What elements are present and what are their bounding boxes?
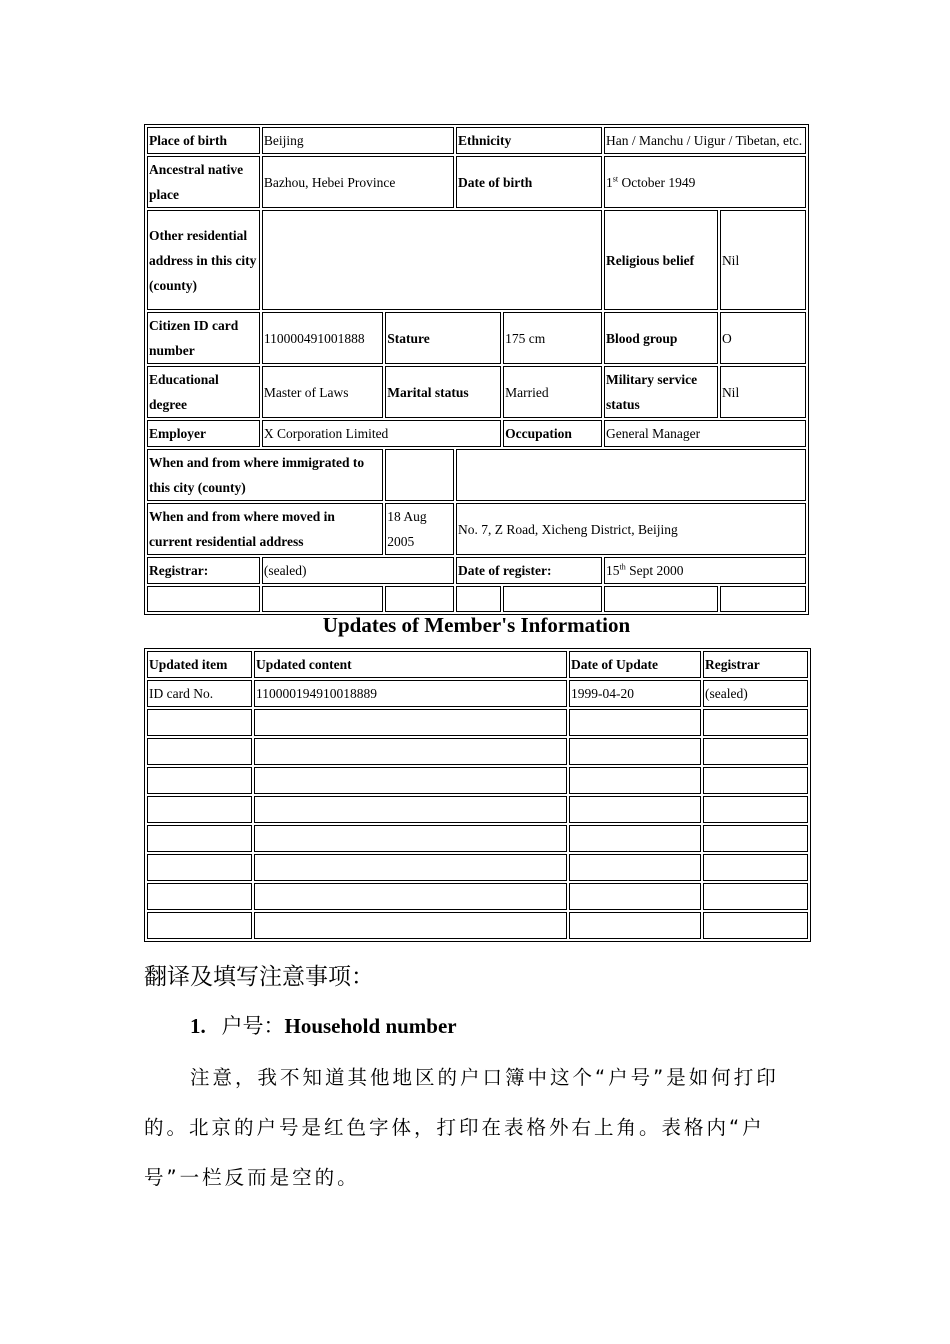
- dob-suffix: st: [612, 174, 619, 183]
- cell-date-of-update: [569, 767, 701, 794]
- cell-registrar: [703, 854, 808, 881]
- cell-updated-content: [254, 883, 567, 910]
- cell-date-of-update: 1999-04-20: [569, 680, 701, 707]
- dob-label: Date of birth: [456, 156, 602, 208]
- education-label: Educational degree: [147, 366, 260, 418]
- immigrated-where: [456, 449, 806, 501]
- cell-registrar: [703, 825, 808, 852]
- date-register-value: [604, 557, 806, 584]
- occupation-label: Occupation: [503, 420, 602, 447]
- header-updated-item: Updated item: [147, 651, 252, 678]
- cell-registrar: [703, 738, 808, 765]
- blood-group-label: Blood group: [604, 312, 718, 364]
- moved-in-when: 18 Aug 2005: [385, 503, 454, 555]
- education-value: Master of Laws: [262, 366, 383, 418]
- cell-date-of-update: [569, 912, 701, 939]
- header-registrar: Registrar: [703, 651, 808, 678]
- row-id-stature-blood: [147, 312, 806, 364]
- resident-info-table: [144, 124, 809, 615]
- updates-row: [147, 709, 808, 736]
- cell-registrar: [703, 767, 808, 794]
- religion-label: Religious belief: [604, 210, 718, 310]
- cell-date-of-update: [569, 883, 701, 910]
- cell-date-of-update: [569, 709, 701, 736]
- cell-updated-content: [254, 912, 567, 939]
- registrar-label: Registrar:: [147, 557, 260, 584]
- blank-cell: [720, 586, 806, 612]
- date-register-day: 15: [606, 563, 620, 578]
- id-card-value: 110000491001888: [262, 312, 383, 364]
- row-immigrated: [147, 449, 806, 501]
- marital-label: Marital status: [385, 366, 501, 418]
- row-blank: [147, 586, 806, 612]
- blank-cell: [147, 586, 260, 612]
- ethnicity-label: Ethnicity: [456, 127, 602, 154]
- dob-day: 1: [606, 174, 613, 190]
- cell-date-of-update: [569, 825, 701, 852]
- cell-updated-content: [254, 825, 567, 852]
- cell-registrar: (sealed): [703, 680, 808, 707]
- employer-value: X Corporation Limited: [262, 420, 501, 447]
- cell-updated-content: [254, 709, 567, 736]
- immigrated-when: [385, 449, 454, 501]
- updates-table: [144, 648, 811, 942]
- cell-registrar: [703, 796, 808, 823]
- cell-updated-content: [254, 796, 567, 823]
- updates-title: Updates of Member's Information: [322, 613, 631, 637]
- dob-value: [604, 156, 806, 208]
- cell-updated-content: [254, 767, 567, 794]
- updates-row: [147, 912, 808, 939]
- marital-value: Married: [503, 366, 602, 418]
- cell-updated-item: [147, 912, 252, 939]
- place-of-birth-value: Beijing: [262, 127, 454, 154]
- row-other-address: [147, 210, 806, 310]
- notes-heading: 翻译及填写注意事项：: [144, 964, 374, 990]
- cell-updated-item: [147, 738, 252, 765]
- place-of-birth-label: Place of birth: [147, 127, 260, 154]
- blank-cell: [456, 586, 501, 612]
- cell-date-of-update: [569, 796, 701, 823]
- row-registrar: [147, 557, 806, 584]
- cell-updated-content: [254, 738, 567, 765]
- other-address-value: [262, 210, 602, 310]
- immigrated-label: When and from where immigrated to this city (county): [147, 449, 383, 501]
- date-register-rest: Sept 2000: [625, 563, 684, 578]
- cell-updated-item: [147, 796, 252, 823]
- cell-updated-item: [147, 854, 252, 881]
- note-paragraph: 注意，我不知道其他地区的户口簿中这个“户号”是如何打印的。北京的户号是红色字体，打印在表格外右上角。表格内“户号”一栏反而是空的。: [144, 1066, 779, 1189]
- header-date-of-update: Date of Update: [569, 651, 701, 678]
- note-item-heading: [190, 1010, 457, 1042]
- cell-date-of-update: [569, 738, 701, 765]
- military-value: Nil: [720, 366, 806, 418]
- cell-updated-item: ID card No.: [147, 680, 252, 707]
- cell-registrar: [703, 912, 808, 939]
- registrar-value: (sealed): [262, 557, 454, 584]
- note-item-en: Household number: [284, 1014, 457, 1038]
- blank-cell: [262, 586, 383, 612]
- moved-in-label: When and from where moved in current residential address: [147, 503, 383, 555]
- blood-group-value: O: [720, 312, 806, 364]
- ancestral-label: Ancestral native place: [147, 156, 260, 208]
- date-register-suffix: th: [619, 562, 626, 572]
- updates-row: [147, 767, 808, 794]
- row-employer-occupation: [147, 420, 806, 447]
- updates-row: [147, 738, 808, 765]
- ancestral-value: Bazhou, Hebei Province: [262, 156, 454, 208]
- blank-cell: [503, 586, 602, 612]
- id-card-label: Citizen ID card number: [147, 312, 260, 364]
- stature-label: Stature: [385, 312, 501, 364]
- cell-updated-item: [147, 883, 252, 910]
- row-ancestral-dob: [147, 156, 806, 208]
- ethnicity-value: Han / Manchu / Uigur / Tibetan, etc.: [604, 127, 806, 154]
- updates-row: [147, 825, 808, 852]
- updates-row: [147, 680, 808, 707]
- dob-rest: October 1949: [618, 174, 696, 190]
- stature-value: 175 cm: [503, 312, 602, 364]
- note-item-zh: 户号：: [221, 1014, 285, 1038]
- row-moved-in: [147, 503, 806, 555]
- updates-header-row: [147, 651, 808, 678]
- updates-row: [147, 854, 808, 881]
- occupation-value: General Manager: [604, 420, 806, 447]
- employer-label: Employer: [147, 420, 260, 447]
- updates-row: [147, 883, 808, 910]
- cell-updated-item: [147, 767, 252, 794]
- religion-value: Nil: [720, 210, 806, 310]
- updates-row: [147, 796, 808, 823]
- note-item-number: 1.: [190, 1014, 206, 1038]
- blank-cell: [385, 586, 454, 612]
- cell-updated-content: [254, 854, 567, 881]
- blank-cell: [604, 586, 718, 612]
- row-birth-ethnicity: [147, 127, 806, 154]
- cell-updated-content: 110000194910018889: [254, 680, 567, 707]
- cell-updated-item: [147, 709, 252, 736]
- date-register-label: Date of register:: [456, 557, 602, 584]
- header-updated-content: Updated content: [254, 651, 567, 678]
- updates-body: [147, 680, 808, 939]
- moved-in-where: No. 7, Z Road, Xicheng District, Beijing: [456, 503, 806, 555]
- cell-date-of-update: [569, 854, 701, 881]
- cell-registrar: [703, 709, 808, 736]
- row-education-marital-military: [147, 366, 806, 418]
- military-label: Military service status: [604, 366, 718, 418]
- other-address-label: Other residential address in this city (county): [147, 210, 260, 310]
- cell-updated-item: [147, 825, 252, 852]
- cell-registrar: [703, 883, 808, 910]
